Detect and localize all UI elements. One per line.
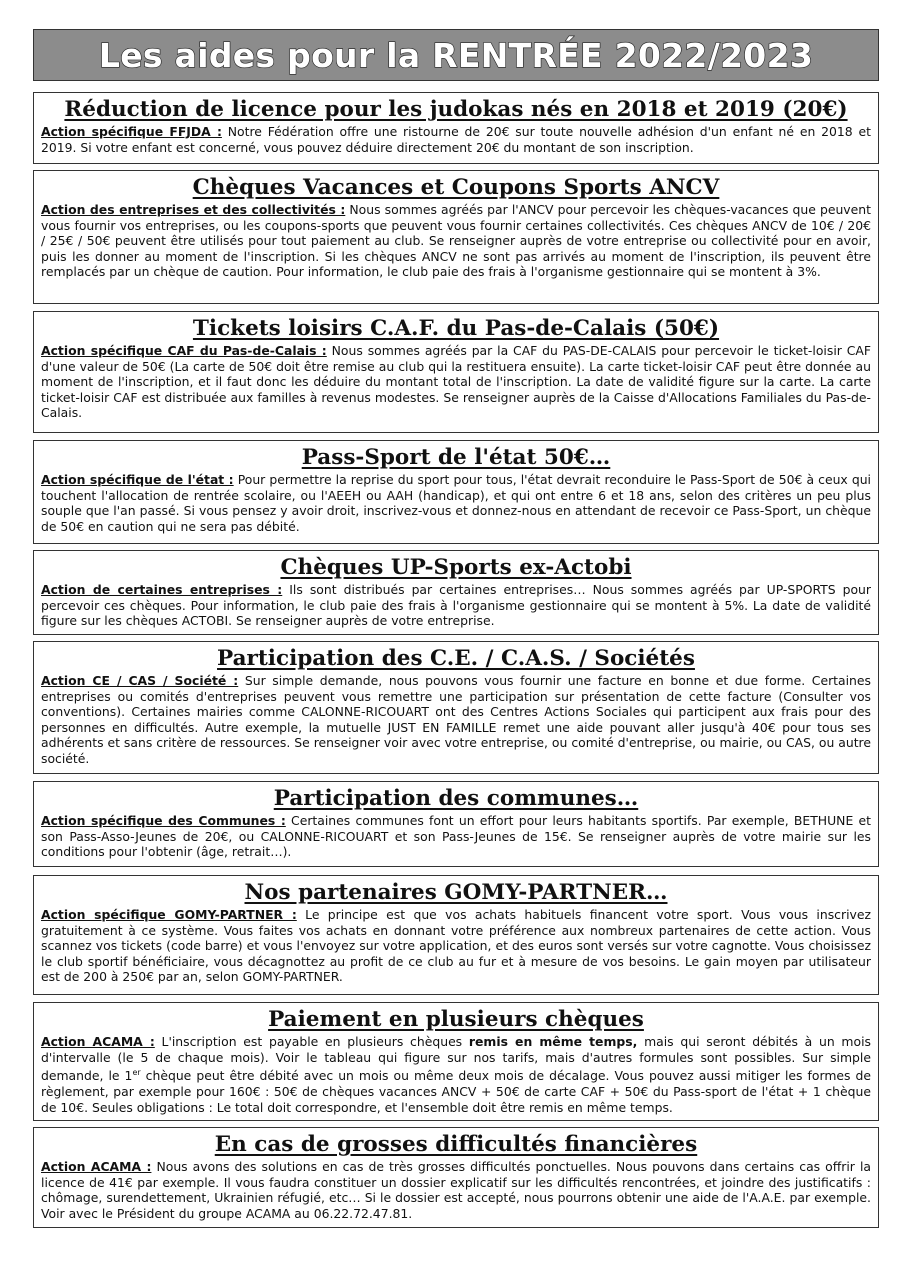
section-title: Chèques Vacances et Coupons Sports ANCV [192,175,720,200]
page-banner [33,29,879,81]
section-text: Notre Fédération offre une ristourne de 20€ sur toute nouvelle adhésion d'un enfant né en 2018 et 2019. Si votre enfant est concerné, vous pouvez déduire directement 20€ du montant de son inscription. [41,124,871,155]
section-pass-sport [33,440,879,544]
section-title: Chèques UP-Sports ex-Actobi [280,555,632,580]
section-body [41,343,871,421]
section-body [41,472,871,534]
section-ffjda [33,92,879,164]
section-lead: Action spécifique CAF du Pas-de-Calais : [41,343,327,358]
section-text: Nous avons des solutions en cas de très grosses difficultés ponctuelles. Nous pouvons dans certains cas offrir la licence de 41€ par exemple. Il vous faudra constituer un dossier explicatif sur les difficultés rencontrées, et joindre des justificatifs : chômage, surendettement, Ukrainien réfugié, etc… Si le dossier est accepté, nous pourrons obtenir une aide de l'A.A.E. par exemple. Voir avec le Président du groupe ACAMA au 06.22.72.47.81. [41,1159,871,1221]
section-text: Sur simple demande, nous pouvons vous fournir une facture en bonne et due forme. Certaines entreprises ou comités d'entreprises peuvent vous remettre une participation sur présentation de cette facture (Consulter vos conventions). Certaines mairies comme CALONNE-RICOUART ont des Centres Actions Sociales qui participent aux frais pour des personnes en difficultés. Autre exemple, la mutuelle JUST EN FAMILLE remet une aide pouvant aller jusqu'à 40€ pour tous ses adhérents et sans critère de ressources. Se renseigner voir avec votre entreprise, ou comité d'entreprise, ou mairie, ou CAS, ou autre société. [41,673,871,766]
section-difficultes [33,1127,879,1228]
section-text: Pour permettre la reprise du sport pour tous, l'état devrait reconduire le Pass-Sport de 50€ à ceux qui touchent l'allocation de rentrée scolaire, ou l'AEEH ou AAH (handicap), et qui ont entre 6 et 18 ans, selon des critères un peu plus souple que l'an passé. Si vous pensez y avoir droit, inscrivez-vous et donnez-nous en attendant de recevoir ce Pass-Sport, un chèque de 50€ en caution qui ne sera pas débité. [41,472,871,534]
section-lead: Action spécifique de l'état : [41,472,234,487]
section-text: Nous sommes agréés par l'ANCV pour percevoir les chèques-vacances que peuvent vous fournir vos entreprises, ou les coupons-sports que peuvent vous fournir certaines collectivités. Ces chèques ANCV de 10€ / 20€ / 25€ / 50€ peuvent être utilisés pour tout paiement au club. Se renseigner auprès de votre entreprise ou collectivité pour en avoir, puis les donner au moment de l'inscription. Si les chèques ANCV ne sont pas arrivés au moment de l'inscription, ils peuvent être remplacés par un chèque de caution. Pour information, le club paie des frais à l'organisme gestionnaire qui se montent à 3%. [41,202,871,280]
section-body [41,1034,871,1115]
section-body [41,813,871,860]
section-text: Ils sont distribués par certaines entreprises… Nous sommes agréés par UP-SPORTS pour percevoir ces chèques. Pour information, le club paie des frais à l'organisme gestionnaire qui se montent à 5%. La date de validité figure sur les chèques ACTOBI. Se renseigner auprès de votre entreprise. [41,582,871,629]
section-up-sports [33,550,879,635]
ordinal-suffix: er [132,1068,141,1078]
section-title: Paiement en plusieurs chèques [268,1007,644,1032]
section-lead: Action spécifique GOMY-PARTNER : [41,907,297,922]
section-body [41,202,871,280]
section-gomy-partner [33,875,879,995]
section-text: mais qui seront débités à un mois d'intervalle (le 5 de chaque mois). Voir le tableau qui figure sur nos tarifs, mais d'autres formules sont possibles. Sur simple demande, le 1 [41,1034,871,1084]
section-title: En cas de grosses difficultés financières [214,1132,698,1157]
section-communes [33,781,879,867]
section-lead: Action ACAMA : [41,1159,152,1174]
section-title: Participation des C.E. / C.A.S. / Sociétés [217,646,695,671]
section-body [41,582,871,629]
section-paiement [33,1002,879,1121]
section-ancv [33,170,879,304]
section-body [41,124,871,155]
section-title: Tickets loisirs C.A.F. du Pas-de-Calais (50€) [192,316,720,341]
section-text: L'inscription est payable en plusieurs chèques [154,1034,469,1049]
section-body [41,1159,871,1221]
section-body [41,673,871,767]
section-title: Pass-Sport de l'état 50€… [301,445,611,470]
section-title: Participation des communes… [273,786,639,811]
section-text: chèque peut être débité avec un mois ou même deux mois de décalage. Vous pouvez aussi mitiger les formes de règlement, par exemple pour 160€ : 50€ de chèques vacances ANCV + 50€ de carte CAF + 50€ du Pass-sport de l'état + 1 chèque de 10€. Seules obligations : Le total doit correspondre, et l'ensemble doit être remis en même temps. [41,1068,871,1115]
section-title: Réduction de licence pour les judokas nés en 2018 et 2019 (20€) [64,97,848,122]
section-body [41,907,871,985]
page-title: Les aides pour la RENTRÉE 2022/2023 [98,35,814,75]
section-lead: Action ACAMA : [41,1034,155,1049]
section-lead: Action spécifique FFJDA : [41,124,222,139]
section-text: Nous sommes agréés par la CAF du PAS-DE-CALAIS pour percevoir le ticket-loisir CAF d'une valeur de 50€ (La carte de 50€ doit être remise au club qui la restituera ensuite). La carte ticket-loisir CAF peut être donnée au moment de l'inscription, et il faut donc les déduire du montant total de l'inscription. La date de validité figure sur la carte. La carte ticket-loisir CAF est distribuée aux familles à revenus modestes. Se renseigner auprès de la Caisse d'Allocations Familiales du Pas-de-Calais. [41,343,871,421]
section-lead: Action des entreprises et des collectivités : [41,202,346,217]
section-lead: Action spécifique des Communes : [41,813,286,828]
section-title: Nos partenaires GOMY-PARTNER… [244,880,668,905]
section-ce-cas [33,641,879,774]
section-lead: Action CE / CAS / Société : [41,673,239,688]
section-lead: Action de certaines entreprises : [41,582,283,597]
section-emphasis: remis en même temps, [468,1034,638,1049]
section-text: Le principe est que vos achats habituels financent votre sport. Vous vous inscrivez gratuitement à ce système. Vous faites vos achats en donnant votre préférence aux nombreux partenaires de cette action. Vous scannez vos tickets (code barre) et vous l'envoyez sur votre application, et des euros sont versés sur votre cagnotte. Vous choisissez le club sportif bénéficiaire, vous décagnottez au profit de ce club au fur et à mesure de vos besoins. Le gain moyen par utilisateur est de 200 à 250€ par an, selon GOMY-PARTNER. [41,907,871,985]
section-text: Certaines communes font un effort pour leurs habitants sportifs. Par exemple, BETHUNE et son Pass-Asso-Jeunes de 20€, ou CALONNE-RICOUART et son Pass-Jeunes de 15€. Se renseigner auprès de votre mairie sur les conditions pour l'obtenir (âge, retrait…). [41,813,871,860]
section-caf [33,311,879,433]
